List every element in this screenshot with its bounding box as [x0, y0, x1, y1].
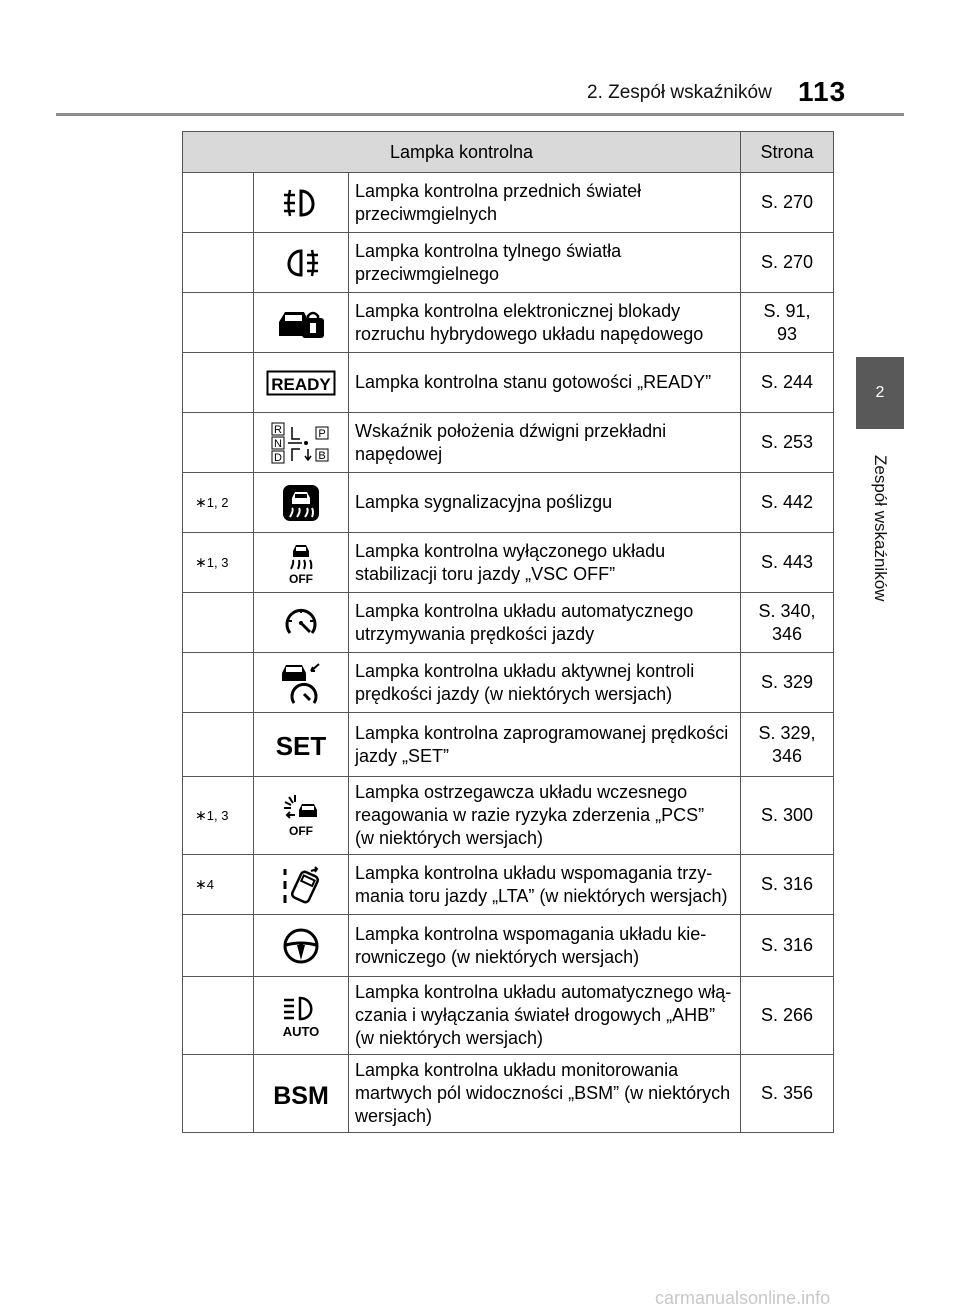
table-row: ∗4 Lampka kontrolna układu wspomagania trzy- mania toru jazdy „LTA” (w niektórych wersjach) S. 316: [183, 855, 834, 915]
lamp-description: Lampka kontrolna układu wspomagania trzy-: [355, 862, 713, 883]
header-divider: [56, 113, 904, 116]
slip-indicator-icon: [282, 484, 320, 522]
table-row: SET Lampka kontrolna zaprogramowanej prędkości jazdy „SET” S. 329, 346: [183, 713, 834, 777]
table-row: Lampka kontrolna układu aktywnej kontroli prędkości jazdy (w niektórych wersjach) S. 329: [183, 653, 834, 713]
page-reference[interactable]: S. 340,: [758, 600, 816, 621]
lamp-description: Lampka kontrolna stanu gotowości „READY”: [355, 372, 712, 392]
page-reference[interactable]: S. 300: [760, 805, 814, 825]
footnote-cell: ∗4: [183, 855, 254, 915]
svg-text:N: N: [274, 437, 282, 450]
lamp-description: Lampka sygnalizacyjna poślizgu: [355, 492, 613, 512]
svg-text:OFF: OFF: [289, 823, 313, 838]
header-lamp-column: Lampka kontrolna: [183, 132, 741, 173]
lamp-description: Lampka kontrolna wspomagania układu kie-: [355, 923, 707, 944]
lamp-description: Lampka kontrolna układu automatycznego włą-: [355, 982, 732, 1002]
table-row: BSM Lampka kontrolna układu monitorowania martwych pól widoczności „BSM” (w niektórych wersjach) S. 356: [183, 1055, 834, 1133]
table-row: Lampka kontrolna układu automatycznego utrzymywania prędkości jazdy S. 340, 346: [183, 593, 834, 653]
page-reference[interactable]: S. 356: [760, 1083, 814, 1103]
lamp-description: Lampka kontrolna przednich świateł: [355, 180, 642, 201]
footnote-cell: ∗1, 3: [183, 533, 254, 593]
table-row: ∗1, 3 OFF Lampka kontrolna wyłączonego układu stabilizacji toru jazdy „VSC OFF” S. 443: [183, 533, 834, 593]
set-icon: [274, 730, 328, 760]
page-reference[interactable]: S. 443: [760, 552, 814, 572]
radar-cruise-icon: [278, 661, 324, 705]
ahb-icon: [278, 994, 324, 1038]
svg-text:P: P: [318, 427, 326, 440]
page-reference[interactable]: S. 442: [760, 492, 814, 512]
table-row: Lampka kontrolna elektronicznej blokady rozruchu hybrydowego układu napędowego S. 91, 93: [183, 293, 834, 353]
rear-fog-light-icon: [279, 246, 323, 280]
page-reference[interactable]: S. 329,: [758, 722, 816, 743]
svg-text:SET: SET: [275, 730, 327, 760]
table-row: ∗1, 3 OFF Lampka ostrzegawcza układu wczesnego reagowania w razie ryzyka zderzenia „PCS” (w niektórych wersjach) S. 300: [183, 777, 834, 855]
footnote-cell: [183, 977, 254, 1055]
chapter-tab-label: Zespół wskaźników: [871, 454, 890, 602]
footnote-cell: [183, 233, 254, 293]
footnote-cell: [183, 413, 254, 473]
page-reference[interactable]: S. 253: [760, 432, 814, 452]
lamp-description: Lampka kontrolna tylnego światła: [355, 240, 622, 261]
pcs-icon: [281, 793, 321, 839]
lamp-description: Lampka kontrolna układu automatycznego: [355, 600, 694, 621]
shift-position-icon: [270, 421, 332, 465]
table-row: [183, 473, 834, 533]
page-reference[interactable]: S. 91,: [763, 300, 811, 321]
watermark: carmanualsonline.info: [655, 1288, 831, 1308]
svg-text:BSM: BSM: [273, 1081, 329, 1109]
page-reference[interactable]: S. 270: [760, 192, 814, 212]
svg-text:OFF: OFF: [289, 571, 313, 585]
chapter-tab[interactable]: 2: [856, 357, 904, 429]
table-header-row: [183, 132, 834, 173]
cruise-control-icon: [282, 605, 320, 641]
page-reference[interactable]: S. 266: [760, 1005, 814, 1025]
footnote-cell: [183, 915, 254, 977]
lta-icon: [281, 865, 321, 905]
lamp-description: Lampka ostrzegawcza układu wczesnego: [355, 782, 688, 802]
immobilizer-icon: [276, 306, 326, 340]
footnote-cell: [183, 593, 254, 653]
svg-text:READY: READY: [271, 374, 331, 394]
header-page-column: Strona: [741, 132, 834, 173]
footnote-cell: [183, 353, 254, 413]
footnote-cell: [183, 173, 254, 233]
footnote-cell: [183, 293, 254, 353]
table-row: Lampka kontrolna przednich świateł przeciwmgielnych S. 270: [183, 173, 834, 233]
page-reference[interactable]: S. 244: [760, 372, 814, 392]
front-fog-light-icon: [279, 186, 323, 220]
svg-text:R: R: [274, 423, 282, 436]
lamp-description: Lampka kontrolna zaprogramowanej prędkości: [355, 722, 729, 743]
footnote-cell: [183, 1055, 254, 1133]
indicator-lamp-table: [182, 131, 834, 1133]
footnote-cell: ∗1, 3: [183, 777, 254, 855]
table-row: [183, 353, 834, 413]
section-title: 2. Zespół wskaźników: [587, 82, 772, 103]
vsc-off-icon: [281, 541, 321, 585]
svg-text:AUTO: AUTO: [282, 1023, 320, 1038]
footnote-cell: [183, 713, 254, 777]
lamp-description: Lampka kontrolna układu monitorowania: [355, 1060, 679, 1080]
ready-icon: [266, 370, 336, 396]
lamp-description: Wskaźnik położenia dźwigni przekładni: [355, 420, 667, 441]
footnote-cell: [183, 653, 254, 713]
table-row: R N D P B Wskaźnik położenia dźwigni przekładni napędowej S. 253: [183, 413, 834, 473]
table-row: Lampka kontrolna tylnego światła przeciwmgielnego S. 270: [183, 233, 834, 293]
footnote-cell: ∗1, 2: [183, 473, 254, 533]
lamp-description: Lampka kontrolna elektronicznej blokady: [355, 300, 681, 321]
bsm-icon: [271, 1079, 331, 1109]
table-row: Lampka kontrolna wspomagania układu kie- rowniczego (w niektórych wersjach) S. 316: [183, 915, 834, 977]
svg-text:D: D: [274, 451, 282, 464]
lamp-description: Lampka kontrolna wyłączonego układu: [355, 540, 666, 561]
svg-text:B: B: [318, 449, 326, 462]
table-row: AUTO Lampka kontrolna układu automatycznego włą- czania i wyłączania świateł drogowych „AHB” (w niektórych wersjach) S. 266: [183, 977, 834, 1055]
page-reference[interactable]: S. 316: [760, 874, 814, 894]
lamp-description: Lampka kontrolna układu aktywnej kontroli: [355, 660, 695, 681]
steering-wheel-icon: [282, 927, 320, 965]
page-reference[interactable]: S. 329: [760, 672, 814, 692]
page-number: 113: [798, 76, 847, 107]
page-reference[interactable]: S. 316: [760, 935, 814, 955]
page-reference[interactable]: S. 270: [760, 252, 814, 272]
